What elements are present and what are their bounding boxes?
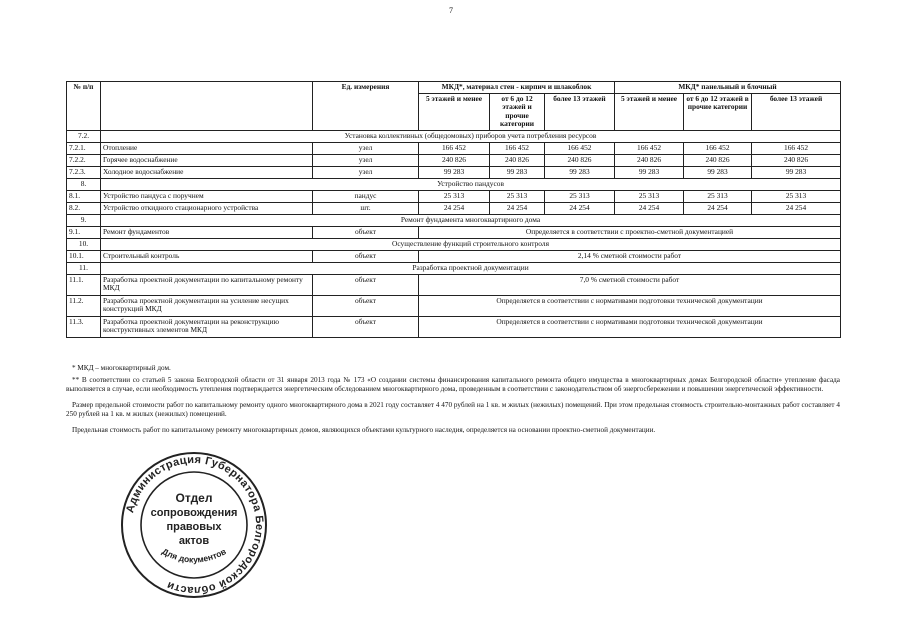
- row-name: Устройство пандуса с поручнем: [101, 190, 313, 202]
- row-value: 166 452: [419, 142, 490, 154]
- row-name: Ремонт фундаментов: [101, 226, 313, 238]
- stamp-ring-text: Администрация Губернатора Белгородской области: [124, 453, 266, 597]
- section-number: 10.: [67, 238, 101, 250]
- row-unit: объект: [313, 316, 419, 337]
- section-title: Разработка проектной документации: [101, 262, 841, 274]
- row-unit: пандус: [313, 190, 419, 202]
- row-merged-value: 2,14 % сметной стоимости работ: [419, 250, 841, 262]
- table-body: [67, 130, 841, 337]
- row-value: 99 283: [615, 166, 684, 178]
- row-value: 25 313: [490, 190, 545, 202]
- official-stamp: [114, 450, 274, 600]
- stamp-line: актов: [178, 535, 210, 547]
- section-number: 7.2.: [67, 130, 101, 142]
- table-row: [67, 274, 841, 295]
- footnotes: [66, 364, 840, 441]
- row-value: 99 283: [490, 166, 545, 178]
- section-title: Устройство пандусов: [101, 178, 841, 190]
- footnote-mkd: * МКД – многоквартирный дом.: [72, 364, 171, 372]
- row-value: 240 826: [684, 154, 752, 166]
- subheader: более 13 этажей: [545, 93, 615, 130]
- row-value: 25 313: [684, 190, 752, 202]
- row-value: 99 283: [545, 166, 615, 178]
- table-row: [67, 250, 841, 262]
- row-unit: объект: [313, 295, 419, 316]
- subheader: 5 этажей и менее: [615, 93, 684, 130]
- section-row: [67, 178, 841, 190]
- table-row: [67, 295, 841, 316]
- row-value: 99 283: [419, 166, 490, 178]
- cost-table: [66, 81, 841, 338]
- row-value: 25 313: [615, 190, 684, 202]
- row-value: 166 452: [490, 142, 545, 154]
- subheader: более 13 этажей: [752, 93, 841, 130]
- note-heritage: Предельная стоимость работ по капитальному ремонту многоквартирных домов, являющихся объектами культурного наследия, определяется на основании проектно-сметной документации.: [72, 425, 656, 434]
- row-name: Разработка проектной документации на реконструкцию конструктивных элементов МКД: [101, 316, 313, 337]
- header-name: [101, 82, 313, 131]
- row-value: 24 254: [490, 202, 545, 214]
- header-unit: Ед. измерения: [313, 82, 419, 131]
- table-row: [67, 154, 841, 166]
- page-number: 7: [449, 6, 453, 15]
- row-name: Устройство откидного стационарного устройства: [101, 202, 313, 214]
- row-value: 166 452: [684, 142, 752, 154]
- row-name: Холодное водоснабжение: [101, 166, 313, 178]
- table-row: [67, 166, 841, 178]
- section-row: [67, 130, 841, 142]
- row-name: Разработка проектной документации по капитальному ремонту МКД: [101, 274, 313, 295]
- row-number: 10.1.: [67, 250, 101, 262]
- row-unit: объект: [313, 226, 419, 238]
- table-row: [67, 190, 841, 202]
- row-value: 25 313: [752, 190, 841, 202]
- row-value: 24 254: [419, 202, 490, 214]
- row-value: 99 283: [752, 166, 841, 178]
- row-value: 24 254: [615, 202, 684, 214]
- header-group-panel: МКД* панельный и блочный: [615, 82, 841, 94]
- row-number: 11.1.: [67, 274, 101, 295]
- section-row: [67, 262, 841, 274]
- row-number: 9.1.: [67, 226, 101, 238]
- section-title: Установка коллективных (общедомовых) приборов учета потребления ресурсов: [101, 130, 841, 142]
- subheader: 5 этажей и менее: [419, 93, 490, 130]
- row-unit: узел: [313, 166, 419, 178]
- row-value: 240 826: [752, 154, 841, 166]
- row-value: 24 254: [684, 202, 752, 214]
- row-value: 240 826: [490, 154, 545, 166]
- footnote-insulation: ** В соответствии со статьей 5 закона Белгородской области от 31 января 2013 года № 173 «О создании системы финансирования капитального ремонта общего имущества в многоквартирных домах Белгородской области» утепление фасада выполняется в случае, если необходимость утепления подтверждается энергетическим обследованием многоквартирного дома, проведенным в соответствии с законодательством об энергосбережении и повышении энергетической эффективности.: [66, 375, 840, 393]
- row-name: Горячее водоснабжение: [101, 154, 313, 166]
- section-title: Ремонт фундамента многоквартирного дома: [101, 214, 841, 226]
- row-unit: шт.: [313, 202, 419, 214]
- section-row: [67, 214, 841, 226]
- subheader: от 6 до 12 этажей в прочие категории: [684, 93, 752, 130]
- row-name: Отопление: [101, 142, 313, 154]
- row-value: 240 826: [419, 154, 490, 166]
- note-cost-limit: Размер предельной стоимости работ по капитальному ремонту одного многоквартирного дома в 2021 году составляет 4 470 рублей на 1 кв. м жилых (нежилых) помещений. При этом предельная стоимость строительно-монтажных работ составляет 4 250 рублей на 1 кв. м жилых (нежилых) помещений.: [66, 400, 840, 418]
- row-number: 11.3.: [67, 316, 101, 337]
- row-value: 25 313: [419, 190, 490, 202]
- row-number: 7.2.2.: [67, 154, 101, 166]
- section-number: 8.: [67, 178, 101, 190]
- table-row: [67, 202, 841, 214]
- row-unit: объект: [313, 274, 419, 295]
- stamp-line: Отдел: [175, 491, 213, 505]
- stamp-bottom-text: Для документов: [160, 546, 228, 565]
- row-value: 24 254: [752, 202, 841, 214]
- header-num: № п/п: [67, 82, 101, 131]
- section-number: 9.: [67, 214, 101, 226]
- svg-text:Для документов: [160, 546, 227, 564]
- row-number: 7.2.3.: [67, 166, 101, 178]
- row-merged-value: Определяется в соответствии с нормативами подготовки технической документации: [419, 316, 841, 337]
- section-title: Осуществление функций строительного контроля: [101, 238, 841, 250]
- row-name: Строительный контроль: [101, 250, 313, 262]
- row-number: 11.2.: [67, 295, 101, 316]
- row-value: 240 826: [615, 154, 684, 166]
- row-value: 99 283: [684, 166, 752, 178]
- table-row: [67, 226, 841, 238]
- row-value: 24 254: [545, 202, 615, 214]
- row-value: 240 826: [545, 154, 615, 166]
- table-row: [67, 316, 841, 337]
- table-row: [67, 142, 841, 154]
- row-merged-value: 7,0 % сметной стоимости работ: [419, 274, 841, 295]
- row-unit: узел: [313, 142, 419, 154]
- row-number: 8.2.: [67, 202, 101, 214]
- row-name: Разработка проектной документации на усиление несущих конструкций МКД: [101, 295, 313, 316]
- header-group-brick: МКД*, материал стен - кирпич и шлакоблок: [419, 82, 615, 94]
- stamp-line: сопровождения: [150, 507, 238, 519]
- stamp-line: правовых: [166, 521, 222, 533]
- row-merged-value: Определяется в соответствии с нормативами подготовки технической документации: [419, 295, 841, 316]
- row-unit: узел: [313, 154, 419, 166]
- row-unit: объект: [313, 250, 419, 262]
- row-value: 166 452: [545, 142, 615, 154]
- section-number: 11.: [67, 262, 101, 274]
- row-value: 166 452: [752, 142, 841, 154]
- section-row: [67, 238, 841, 250]
- subheader: от 6 до 12 этажей и прочие категории: [490, 93, 545, 130]
- row-value: 166 452: [615, 142, 684, 154]
- row-merged-value: Определяется в соответствии с проектно-сметной документацией: [419, 226, 841, 238]
- table-header: [67, 82, 841, 131]
- row-number: 7.2.1.: [67, 142, 101, 154]
- row-number: 8.1.: [67, 190, 101, 202]
- row-value: 25 313: [545, 190, 615, 202]
